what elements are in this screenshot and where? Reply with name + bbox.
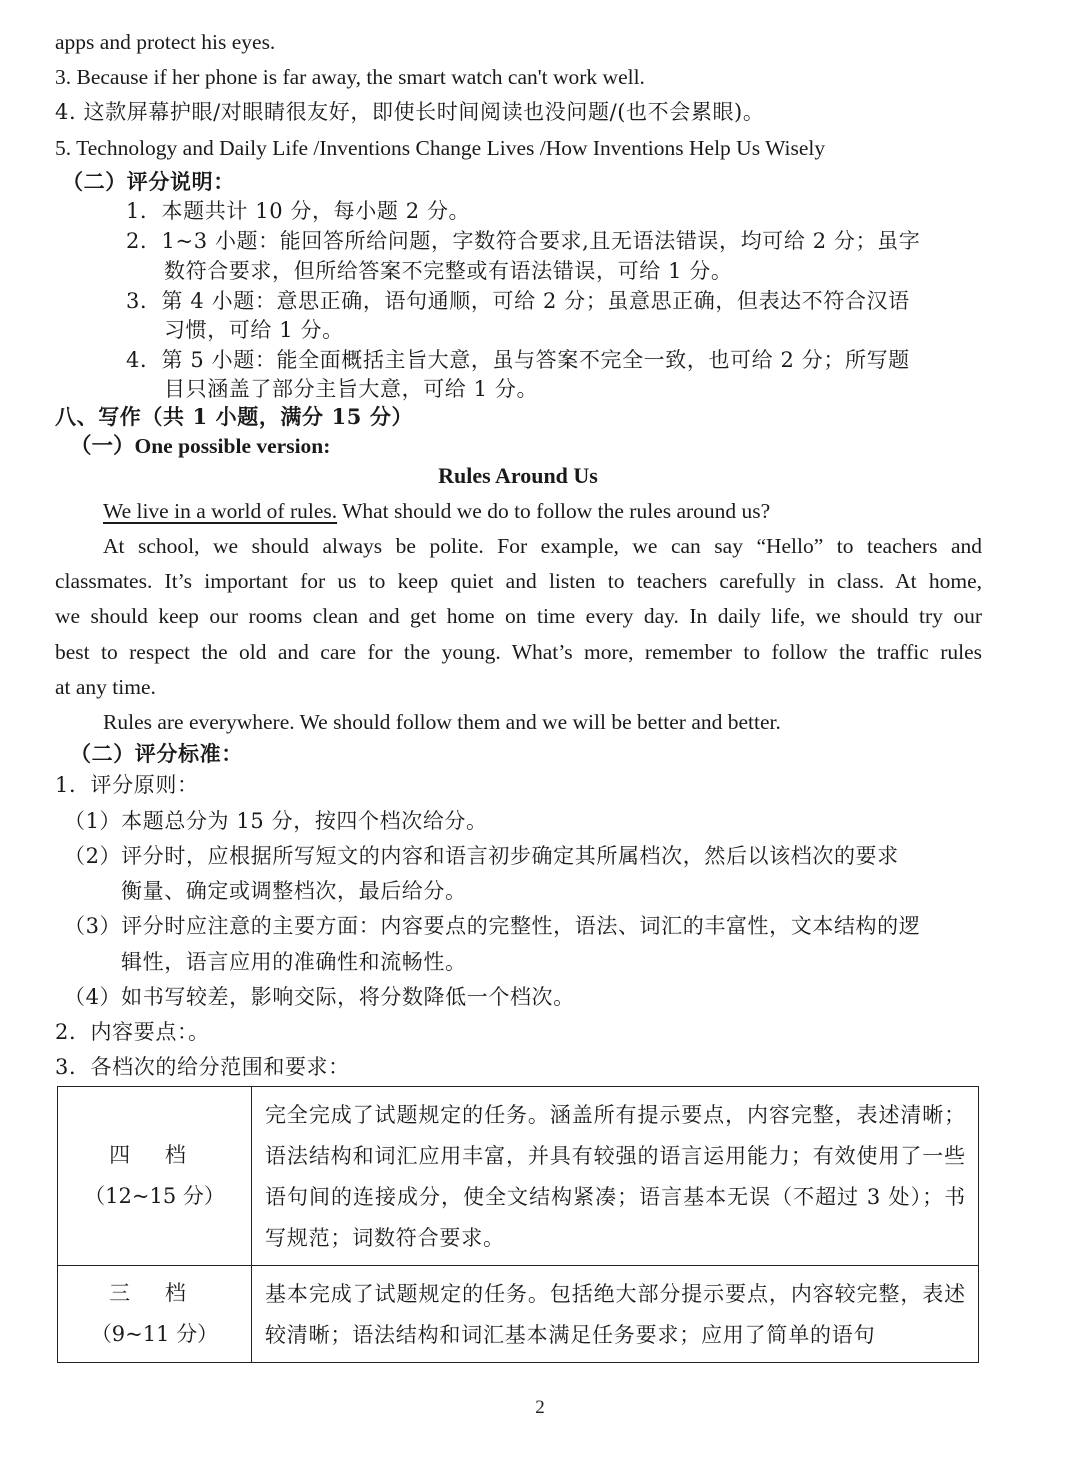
answer-5: 5. Technology and Daily Life /Inventions Change Lives /How Inventions Help Us Wisely [55, 136, 826, 160]
scoring-note-2-continued: 数符合要求，但所给答案不完整或有语法错误，可给 1 分。 [164, 259, 733, 283]
scoring-note-3-continued: 习惯，可给 1 分。 [164, 318, 344, 342]
grade-row [58, 1087, 979, 1266]
grade-level-name: 三 档 [109, 1281, 200, 1305]
grading-principles-heading: 1．评分原则： [55, 773, 199, 797]
essay-title: Rules Around Us [438, 463, 598, 488]
grading-principle-3: （3）评分时应注意的主要方面：内容要点的完整性，语法、词汇的丰富性，文本结构的逻 [64, 914, 921, 938]
scoring-note-2: 2．1~3 小题：能回答所给问题，字数符合要求,且无语法错误，均可给 2 分；虽字 [126, 229, 921, 253]
grade-table [57, 1086, 979, 1363]
scoring-note-4: 4．第 5 小题：能全面概括主旨大意，虽与答案不完全一致，也可给 2 分；所写题 [126, 348, 910, 372]
grade-level-name: 四 档 [109, 1143, 200, 1167]
content-points-heading: 2．内容要点：。 [55, 1020, 210, 1044]
page-number: 2 [535, 1397, 545, 1418]
grading-principle-2-continued: 衡量、确定或调整档次，最后给分。 [121, 879, 467, 903]
answer-line-2-continued: apps and protect his eyes. [55, 30, 276, 54]
grade-level-range: （9~11 分） [90, 1322, 219, 1346]
essay-paragraph-2-line-5: at any time. [55, 675, 156, 699]
grade-description: 完全完成了试题规定的任务。涵盖所有提示要点，内容完整，表述清晰；语法结构和词汇应用丰富，并具有较强的语言运用能力；有效使用了一些语句间的连接成分，使全文结构紧凑；语言基本无误（不超过 3 处）；书写规范；词数符合要求。 [252, 1087, 979, 1266]
essay-paragraph-2-line-2: classmates. It’s important for us to keep quiet and listen to teachers carefully in class. At home, [55, 569, 982, 593]
essay-paragraph-1 [103, 496, 770, 526]
grading-principle-1: （1）本题总分为 15 分，按四个档次给分。 [64, 809, 488, 833]
section-8-heading: 八、写作（共 1 小题，满分 15 分） [55, 404, 414, 429]
essay-paragraph-2-line-4: best to respect the old and care for the young. What’s more, remember to follow the traffic rules [55, 640, 982, 664]
essay-paragraph-3: Rules are everywhere. We should follow them and we will be better and better. [103, 710, 781, 734]
grade-level-cell [58, 1087, 252, 1266]
grade-row [58, 1266, 979, 1363]
essay-opening-underlined: We live in a world of rules. [103, 499, 338, 523]
grade-level-range: （12~15 分） [84, 1184, 225, 1208]
grading-principle-4: （4）如书写较差，影响交际，将分数降低一个档次。 [64, 985, 575, 1009]
scoring-note-4-continued: 目只涵盖了部分主旨大意，可给 1 分。 [164, 377, 539, 401]
grading-principle-2: （2）评分时，应根据所写短文的内容和语言初步确定其所属档次，然后以该档次的要求 [64, 844, 899, 868]
possible-version-heading: （一）One possible version: [70, 434, 331, 458]
grade-level-cell [58, 1266, 252, 1363]
answer-4: 4. 这款屏幕护眼/对眼睛很友好，即使长时间阅读也没问题/(也不会累眼)。 [55, 100, 765, 124]
grading-criteria-heading: （二）评分标准： [70, 741, 243, 766]
grade-description: 基本完成了试题规定的任务。包括绝大部分提示要点，内容较完整，表述较清晰；语法结构和词汇基本满足任务要求；应用了简单的语句 [252, 1266, 979, 1363]
scoring-notes-heading: （二）评分说明： [62, 169, 235, 194]
essay-paragraph-2-line-3: we should keep our rooms clean and get home on time every day. In daily life, we should try our [55, 604, 982, 628]
answer-3: 3. Because if her phone is far away, the smart watch can't work well. [55, 65, 645, 89]
scoring-note-1: 1．本题共计 10 分，每小题 2 分。 [126, 199, 471, 223]
essay-paragraph-2-line-1: At school, we should always be polite. For example, we can say “Hello” to teachers and [103, 534, 982, 558]
scoring-note-3: 3．第 4 小题：意思正确，语句通顺，可给 2 分；虽意思正确，但表达不符合汉语 [126, 289, 910, 313]
score-ranges-heading: 3．各档次的给分范围和要求： [55, 1055, 350, 1079]
grading-principle-3-continued: 辑性，语言应用的准确性和流畅性。 [121, 950, 467, 974]
essay-opening-question: What should we do to follow the rules around us? [337, 499, 771, 523]
